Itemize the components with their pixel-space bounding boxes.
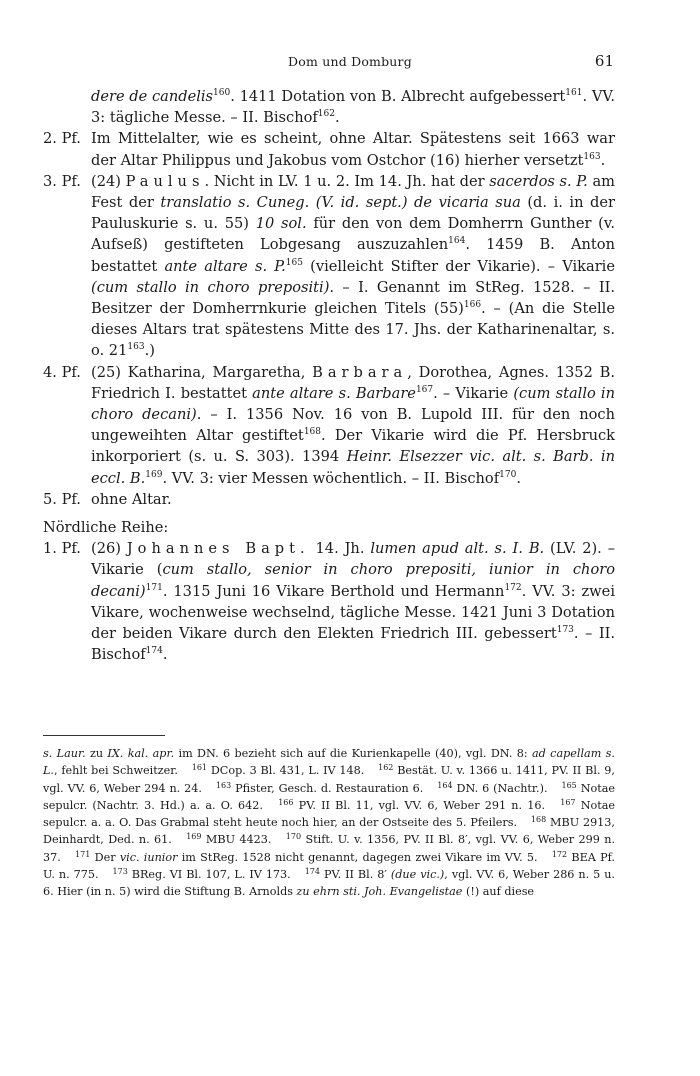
- entry-2pf: [43, 128, 615, 170]
- latin-phrase: cum stallo, senior in choro prepositi, iunior in choro decani): [91, 561, 615, 600]
- text-run: . 1459 B. Anton bestattet: [91, 236, 615, 275]
- text-run: (LV. 2). – Vikarie (: [91, 540, 615, 579]
- text-run: im DN. 6 bezieht sich auf die Kurienkapelle (40), vgl. DN. 8:: [174, 747, 532, 760]
- footnote-text: Notae sepulcr. (Nachtr. 3. Hd.) a. a. O. 642.: [43, 781, 616, 812]
- footnote-number: 166: [278, 797, 294, 807]
- latin-phrase: IX. kal. apr.: [107, 747, 175, 760]
- footnote-number: 170: [285, 832, 302, 842]
- text-run: (25) Katharina, Margaretha,: [91, 363, 313, 381]
- latin-phrase: ante altare s. P.: [164, 257, 286, 275]
- text-run: (vielleicht Stifter der Vikarie). – Vikarie: [302, 257, 615, 275]
- entry-3pf: [43, 171, 615, 362]
- latin-phrase: (cum stallo in choro prepositi): [91, 278, 330, 296]
- footnote-ref: 165: [285, 257, 303, 268]
- footnote-text: BEA Pf. U. n. 775.: [43, 850, 615, 882]
- text-run: . – I. 1356 Nov. 16 von B. Lupold III. für den noch ungeweihten Altar gestiftet: [91, 406, 616, 445]
- text-run: , fehlt bei Schweitzer.: [54, 764, 178, 778]
- latin-phrase: translatio s. Cuneg. (V. id. sept.) de vicaria sua: [160, 194, 521, 212]
- text-run: .: [162, 646, 168, 664]
- footnote-text: PV. II Bl. 11, vgl. VV. 6, Weber 291 n. 16.: [298, 798, 546, 812]
- footnote-ref: 173: [556, 625, 574, 636]
- latin-phrase: dere de candelis: [91, 88, 214, 105]
- footnote-number: 172: [551, 849, 568, 859]
- section-heading: Nördliche Reihe:: [43, 519, 169, 537]
- footnote-171: [75, 851, 538, 864]
- text-run: am Fest der: [91, 172, 615, 212]
- footnote-ref: 161: [565, 88, 583, 98]
- footnote-number: 173: [112, 867, 128, 877]
- latin-phrase: s. Laur.: [43, 747, 86, 760]
- text-run: (26): [91, 540, 127, 558]
- footnote-text: MBU 2913, Deinhardt, Ded. n. 61.: [43, 816, 615, 847]
- text-run: .: [516, 469, 521, 487]
- footnote-text: Notae sepulcr. a. a. O. Das Grabmal steht heute noch hier, an der Ostseite des 5. Pfeilers.: [43, 798, 616, 830]
- text-run: .): [144, 342, 155, 360]
- text-run: . Der Vikarie wird die Pf. Hersbruck inkorporiert (s. u. S. 303). 1394: [91, 427, 615, 466]
- pillar-number: 2. Pf.: [43, 130, 81, 148]
- footnote-number: 171: [75, 849, 91, 859]
- footnote-166: [278, 799, 545, 812]
- main-text: [43, 86, 615, 665]
- footnote-text: im StReg. 1528 nicht genannt, dagegen zwei Vikare im VV. 5.: [177, 850, 538, 864]
- footnote-number: 162: [378, 763, 394, 773]
- latin-phrase: 10 sol.: [255, 215, 307, 233]
- latin-phrase: vic. iunior: [119, 850, 178, 864]
- footnote-number: 169: [186, 832, 202, 842]
- footnote-number: 174: [304, 867, 320, 877]
- text-run: ohne Altar.: [91, 490, 172, 508]
- footnote-number: 163: [215, 780, 232, 790]
- latin-phrase: (cum stallo in choro decani): [91, 384, 615, 424]
- footnote-text: (!) auf diese: [462, 885, 535, 899]
- pillar-number: 4. Pf.: [43, 363, 81, 381]
- footnote-number: 164: [437, 780, 453, 790]
- latin-phrase: sacerdos s. P.: [489, 172, 588, 190]
- text-run: 14. Jh.: [309, 540, 371, 558]
- footnote-ref: 168: [303, 427, 321, 438]
- footnote-ref: 171: [145, 582, 163, 593]
- footnote-number: 167: [560, 797, 576, 807]
- text-run: . – I. Genannt im StReg. 1528. – II. Besitzer der Domherrnkurie gleichen Titels (55): [91, 278, 615, 318]
- text-run: . VV. 3: vier Messen wöchentlich. – II. Bischof: [162, 469, 500, 487]
- latin-phrase: (due vic.): [390, 868, 445, 882]
- entry-4pf: [43, 362, 615, 489]
- footnote-separator: [43, 735, 165, 736]
- text-run: für den von dem Domherrn Gunther (v. Aufseß) gestifteten Lobgesang auszuzahlen: [91, 215, 616, 254]
- footnote-ref: 166: [463, 300, 482, 311]
- text-run: .: [600, 151, 606, 169]
- text-run: . VV. 3: zwei Vikare, wochenweise wechselnd, tägliche Messe. 1421 Juni 3 Dotation der beiden Vikare durch den Elekten Friedrich III. gebessert: [91, 582, 615, 643]
- latin-phrase: ante altare s. Barbare: [252, 384, 416, 402]
- footnote-ref: 167: [415, 384, 434, 395]
- text-run: Im Mittelalter, wie es scheint, ohne Altar. Spätestens seit 1663 war der Altar Philippus und Jakobus vom Ostchor (16) hierher versetzt: [91, 130, 615, 169]
- footnote-text: Der: [94, 850, 120, 864]
- text-run: .: [334, 109, 340, 127]
- text-run: (d. i. in der Pauluskurie s. u. 55): [91, 194, 615, 233]
- footnote-number: 161: [191, 763, 208, 773]
- footnote-ref: 169: [145, 469, 163, 480]
- text-run: , Dorothea, Agnes. 1352 B. Friedrich I. bestattet: [91, 363, 616, 402]
- text-run: . – (An die Stelle dieses Altars trat spätestens Mitte des 17. Jhs. der Katharinenaltar, s. o. 21: [91, 300, 615, 360]
- footnote-number: 165: [561, 780, 577, 790]
- text-run: zu: [85, 747, 108, 760]
- footnote-text: BReg. VI Bl. 107, L. IV 173.: [131, 868, 291, 882]
- text-run: . – Vikarie: [433, 384, 514, 402]
- text-run: . 1411 Dotation von B. Albrecht aufgebessert: [230, 88, 566, 105]
- text-run: . VV. 3: tägliche Messe. – II. Bischof: [91, 88, 615, 127]
- footnote-169: [186, 833, 271, 846]
- footnote-ref: 163: [127, 342, 145, 353]
- text-run: . – II. Bischof: [91, 625, 615, 664]
- entry-1pf-continuation: [43, 86, 615, 128]
- footnote-number: 168: [530, 815, 547, 825]
- footnote-ref: 172: [504, 582, 522, 593]
- saint-name: Barbara: [312, 363, 408, 381]
- footnote-text: PV. II Bl. 8′: [323, 868, 391, 882]
- saint-name: Johannes Bapt.: [126, 540, 310, 558]
- text-run: . Nicht in LV. 1 u. 2. Im 14. Jh. hat der: [204, 172, 490, 190]
- running-title: Dom und Domburg: [288, 54, 412, 69]
- footnote-text: Bestät. U. v. 1366 u. 1411, PV. II Bl. 9, vgl. VV. 6, Weber 294 n. 24.: [43, 764, 615, 795]
- footnote-ref: 160: [213, 88, 231, 98]
- footnote-text: , vgl. VV. 6, Weber 286 n. 5 u. 6. Hier (in n. 5) wird die Stiftung B. Arnolds: [43, 868, 615, 899]
- pillar-number: 1. Pf.: [43, 540, 81, 558]
- latin-phrase: Heinr. Elsezzer vic. alt. s. Barb. in eccl. B.: [91, 448, 616, 487]
- footnote-161: [192, 764, 365, 777]
- footnote-ref: 164: [448, 236, 466, 247]
- saint-name: Paulus: [125, 172, 205, 190]
- footnote-text: DCop. 3 Bl. 431, L. IV 148.: [210, 764, 365, 778]
- footnote-163: [216, 782, 423, 795]
- footnote-173: [113, 868, 291, 881]
- footnote-text: DN. 6 (Nachtr.).: [456, 781, 548, 795]
- footnote-164: [437, 782, 547, 795]
- entry-5pf: [43, 489, 615, 510]
- latin-phrase: lumen apud alt. s. I. B.: [370, 540, 545, 558]
- latin-phrase: ad capellam s. L.: [43, 747, 615, 778]
- pillar-number: 3. Pf.: [43, 172, 81, 190]
- page-number: 61: [594, 52, 614, 70]
- text-run: . 1315 Juni 16 Vikare Berthold und Hermann: [162, 582, 505, 600]
- text-run: (24): [91, 172, 126, 190]
- footnotes-block: [43, 745, 615, 901]
- footnote-text: MBU 4423.: [205, 833, 272, 847]
- latin-phrase: zu ehrn sti. Joh. Evangelistae: [296, 885, 463, 899]
- footnote-text: Pfister, Gesch. d. Restauration 6.: [235, 781, 424, 795]
- footnote-ref: 163: [583, 151, 601, 162]
- footnote-ref: 170: [499, 469, 517, 480]
- entry-north-1pf: [43, 538, 615, 665]
- footnote-ref: 174: [145, 646, 163, 657]
- pillar-number: 5. Pf.: [43, 490, 81, 508]
- footnote-ref: 162: [317, 109, 335, 120]
- footnote-text: Stift. U. v. 1356, PV. II Bl. 8′, vgl. VV. 6, Weber 299 n. 37.: [43, 833, 615, 864]
